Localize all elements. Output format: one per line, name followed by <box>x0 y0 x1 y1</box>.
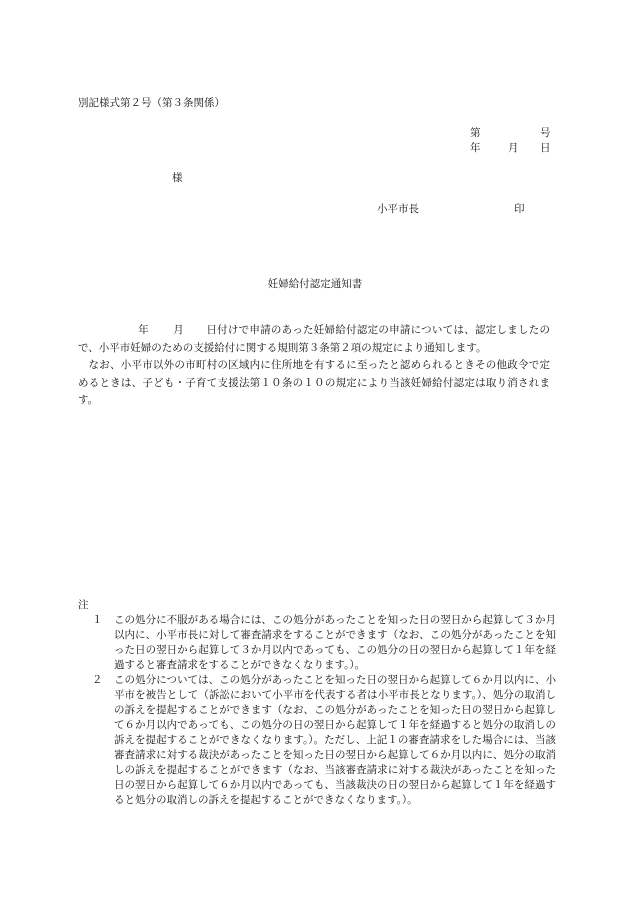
p1-text: 日付けで申請のあった妊婦給付認定の申請については、認定しましたので、小平市妊婦のための支援給付に関する規則第３条第２項の規定により通知します。 <box>78 324 551 354</box>
date-day: 日 <box>540 142 551 154</box>
paragraph-approval <box>78 322 550 357</box>
date-year: 年 <box>470 142 481 154</box>
addressee-honorific: 様 <box>172 172 183 184</box>
document-title: 妊婦給付認定通知書 <box>267 278 363 290</box>
notes-label: 注 <box>78 599 89 611</box>
p1-year: 年 <box>138 324 150 336</box>
number-suffix: 号 <box>540 127 551 139</box>
note-number: １ <box>92 614 103 626</box>
paragraph-revocation: なお、小平市以外の市町村の区域内に住所地を有するに至ったと認められるときその他政令で定めるときは、子ども・子育て支援法第１０条の１０の規定により当該妊婦給付認定は取り消されます。 <box>78 359 550 406</box>
note-text: この処分については、この処分があったことを知った日の翌日から起算して６か月以内に、小平市を被告として（訴訟において小平市を代表する者は小平市長となります。）、処分の取消しの訴えを提起することができます（なお、この処分があったことを知った日の翌日から起算して６か月以内であっても、この処分の日の翌日から起算して１年を経過すると処分の取消しの訴えを提起することができなくなります。）。ただし、上記１の審査請求をした場合には、当該審査請求に対する裁決があったことを知った日の翌日から起算して６か月以内に、処分の取消しの訴えを提起することができます（なお、当該審査請求に対する裁決があったことを知った日の翌日から起算して６か月以内であっても、当該裁決の日の翌日から起算して１年を経過すると処分の取消しの訴えを提起することができなくなります。）。 <box>114 674 556 806</box>
note-item <box>92 673 556 808</box>
date-month: 月 <box>508 142 519 154</box>
p1-month: 月 <box>173 324 185 336</box>
note-text: この処分に不服がある場合には、この処分があったことを知った日の翌日から起算して３か月以内に、小平市長に対して審査請求をすることができます（なお、この処分があったことを知った日の翌日から起算して３か月以内であっても、この処分の日の翌日から起算して１年を経過すると審査請求をすることができなくなります。）。 <box>114 614 556 671</box>
notice-body <box>78 322 550 410</box>
notes-list <box>92 613 556 808</box>
seal-mark: 印 <box>514 203 525 215</box>
note-item <box>92 613 556 673</box>
issuer-name: 小平市長 <box>377 203 419 215</box>
number-prefix: 第 <box>470 127 481 139</box>
note-number: ２ <box>92 674 103 686</box>
form-label: 別記様式第２号（第３条関係） <box>78 97 225 109</box>
